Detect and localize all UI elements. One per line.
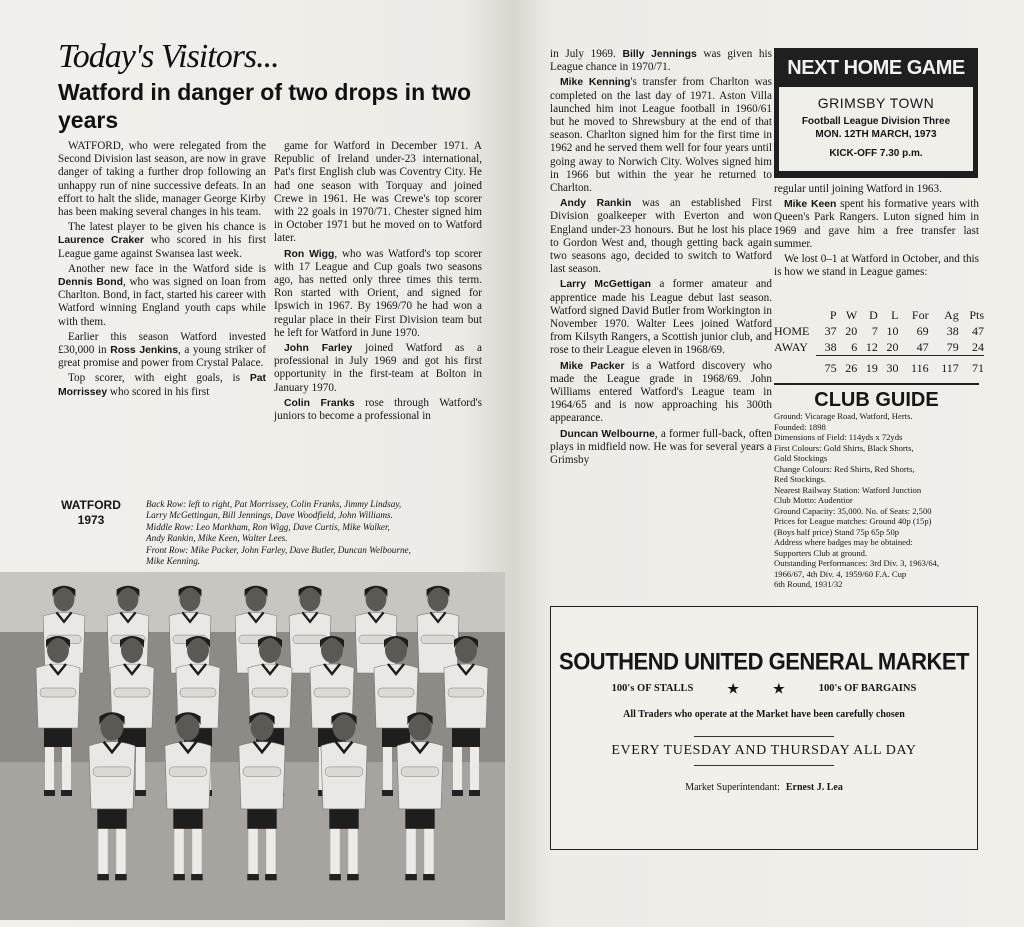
article-headline: Watford in danger of two drops in two years — [58, 79, 472, 133]
team-photo-illustration — [0, 572, 505, 920]
club-guide-list — [774, 411, 979, 590]
article-paragraph: John Farley joined Watford as a professional in July 1969 and got his first opportunity in the first-team at Bolton in January 1970. — [274, 342, 483, 394]
caption-line: Middle Row: Leo Markham, Ron Wigg, Dave Curtis, Mike Walker, — [146, 521, 390, 532]
article-paragraph: WATFORD, who were relegated from the Second Division last season, are now in grave danger of taking a further drop following an unhappy run of nine successive defeats. In an effort to halt the slide, manager George Kirby has been making several changes in his team. — [58, 140, 266, 219]
club-guide-item: Club Motto: Audentior — [774, 495, 853, 505]
caption-line: Andy Rankin, Mike Keen, Walter Lees. — [146, 533, 288, 544]
standings-cell: 19 — [857, 356, 878, 377]
standings-header-cell: Ag — [944, 308, 959, 322]
standings-cell: 71 — [959, 356, 984, 377]
standings-cell: 20 — [845, 324, 858, 338]
article-paragraph: Mike Packer is a Watford discovery who made the League grade in 1968/69. John Williams entered Watford's League team in 1964/65 and is now approaching his 300th appearance. — [550, 359, 772, 425]
article-column-2 — [274, 140, 482, 425]
article-paragraph: Another new face in the Watford side is Dennis Bond, who was signed on loan from Charlton. Bond, in fact, started his career with Watford winning England youth caps while with them. — [58, 262, 267, 328]
article-column-1 — [58, 140, 266, 401]
article-paragraph: Ron Wigg, who was Watford's top scorer with 17 League and Cup goals two seasons ago, has netted only three times this term. Ron started with Orient, and signed for Ipswich in 1967. By 1969/70 he had won a regular place in their First Division team but he left for Watford in June 1970. — [274, 247, 482, 339]
advert-days: EVERY TUESDAY AND THURSDAY ALL DAY — [611, 743, 917, 758]
standings-cell: 47 — [972, 324, 984, 338]
player-name: Colin Franks — [284, 397, 355, 409]
caption-line: Mike Kenning. — [146, 556, 201, 567]
advert-divider — [694, 736, 834, 737]
standings-row-home — [774, 323, 984, 339]
club-guide-item: Dimensions of Field: 114yds x 72yds — [774, 432, 903, 442]
standings-cell: 79 — [946, 340, 959, 354]
article-paragraph: Duncan Welbourne, a former full-back, often plays in midfield now. He was for several years a Grimsby — [550, 427, 772, 467]
article-paragraph: in July 1969. Billy Jennings was given his League chance in 1970/71. — [550, 48, 772, 74]
standings-cell: 38 — [824, 340, 837, 354]
standings-cell: 116 — [898, 356, 928, 377]
league-standings — [774, 307, 984, 376]
standings-cell — [774, 356, 816, 377]
advert-tagline — [551, 683, 977, 695]
standings-cell: 26 — [837, 356, 858, 377]
article-paragraph: Mike Keen spent his formative years with Queen's Park Rangers. Luton signed him in 1969 and gave him a free transfer last summer. — [774, 198, 979, 250]
article-column-4 — [774, 183, 979, 281]
competition: Football League Division Three — [801, 116, 951, 127]
right-page — [512, 0, 1024, 927]
advert-title: SOUTHEND UNITED GENERAL MARKET — [559, 647, 969, 676]
club-guide-item: Supporters Club at ground. — [774, 547, 868, 558]
standings-header-row — [774, 307, 984, 323]
standings-cell: 117 — [929, 356, 959, 377]
club-guide-item: Ground: Vicarage Road, Watford, Herts. — [774, 411, 913, 421]
player-name: Andy Rankin — [560, 198, 632, 210]
article-column-3 — [550, 48, 772, 469]
next-home-game-details — [779, 87, 973, 171]
standings-header-cell — [774, 307, 816, 323]
club-guide-item: 1966/67, 4th Div. 4, 1959/60 F.A. Cup — [774, 568, 907, 579]
caption-line: Back Row: left to right, Pat Morrissey, Colin Franks, Jimmy Lindsay, — [146, 499, 402, 509]
team-label-club: WATFORD — [61, 498, 121, 512]
article-paragraph: Andy Rankin was an established First Division goalkeeper with Everton and won England under-23 honours. But he lost his place to Gordon West and, though getting back again two seasons ago, decided to switch to Watford last season. — [550, 197, 772, 276]
article-paragraph: The latest player to be given his chance is Laurence Craker who scored in his first League game against Swansea last week. — [58, 221, 267, 260]
article-paragraph: Larry McGettigan a former amateur and apprentice made his League debut last season. Watford signed David Butler from Workington in November 1970. Walter Lees joined Watford from Kilsyth Rangers, a Scottish junior club, and rose to their League eleven in 1968/69. — [550, 278, 772, 357]
team-photo — [0, 572, 505, 920]
player-name: Pat Morrissey — [58, 373, 266, 398]
club-guide-item: (Boys half price) Stand 75p 65p 50p — [774, 526, 900, 537]
club-guide-item: Prices for League matches: Ground 40p (15p) — [774, 516, 932, 526]
player-name: Duncan Welbourne — [560, 428, 655, 440]
club-guide-item: Change Colours: Red Shirts, Red Shorts, — [774, 463, 915, 474]
standings-cell: 69 — [916, 324, 929, 338]
market-advert — [550, 606, 978, 850]
next-home-game-box — [774, 48, 978, 178]
advert-divider — [694, 765, 834, 766]
kickoff-time: KICK-OFF 7.30 p.m. — [829, 148, 923, 159]
player-name: Mike Kenning — [560, 77, 631, 89]
star-icon: ★ — [773, 681, 785, 696]
article-paragraph: game for Watford in December 1971. A Republic of Ireland under-23 international, Pat's first English club was Coventry City. He had one season with Torquay and joined Crewe in 1961. He was Crewe's top scorer with 22 goals in 1970/71. Chester signed him in October 1971 but he moved on to Watford later. — [274, 140, 482, 245]
standings-cell: 24 — [972, 340, 984, 354]
standings-cell: 47 — [916, 340, 929, 354]
standings-cell: 6 — [851, 340, 858, 354]
standings-header-cell: W — [845, 308, 858, 322]
article-paragraph: Colin Franks rose through Watford's juniors to become a professional in — [274, 396, 482, 423]
standings-row-away — [774, 339, 984, 356]
advert-traders-note: All Traders who operate at the Market have been carefully chosen — [623, 709, 905, 720]
superintendent-label: Market Superintendant: — [685, 782, 780, 793]
club-guide-item: Gold Stockings — [774, 453, 828, 463]
standings-table — [774, 307, 984, 376]
standings-cell: 20 — [886, 340, 899, 354]
team-label-year: 1973 — [77, 513, 105, 527]
player-name: Dennis Bond — [58, 277, 123, 289]
next-opponent: GRIMSBY TOWN — [817, 95, 935, 111]
club-guide-item: Red Stockings. — [774, 474, 827, 484]
photo-caption — [146, 499, 486, 567]
advert-left-tag: 100's OF STALLS — [611, 683, 694, 694]
player-name: Mike Keen — [784, 199, 837, 211]
club-guide-item: First Colours: Gold Shirts, Black Shorts, — [774, 442, 914, 453]
article-paragraph: Top scorer, with eight goals, is Pat Morrissey who scored in his first — [58, 372, 266, 398]
standings-cell: HOME — [774, 324, 810, 338]
player-name: John Farley — [284, 343, 353, 355]
standings-header-cell: Pts — [969, 308, 984, 322]
standings-cell: 10 — [886, 324, 899, 338]
player-name: Ross Jenkins — [110, 345, 179, 357]
standings-cell: 38 — [946, 324, 959, 338]
superintendent-name: Ernest J. Lea — [785, 782, 843, 793]
advert-right-tag: 100's OF BARGAINS — [818, 683, 917, 694]
article-paragraph: We lost 0–1 at Watford in October, and this is how we stand in League games: — [774, 253, 979, 279]
standings-cell: 75 — [816, 356, 837, 377]
caption-line: Larry McGettingan, Bill Jennings, Dave Woodfield, John Williams. — [146, 510, 393, 521]
club-guide-item: Address where badges may be obtained: — [774, 537, 913, 547]
caption-line: Front Row: Mike Packer, John Farley, Dave Butler, Duncan Welbourne, — [146, 544, 411, 555]
standings-header-cell: P — [829, 308, 837, 322]
player-name: Laurence Craker — [58, 235, 144, 247]
standings-cell: 37 — [824, 324, 837, 338]
standings-header-cell: L — [891, 308, 899, 322]
player-name: Billy Jennings — [622, 49, 697, 60]
player-name: Mike Packer — [560, 360, 625, 372]
club-guide-item: Ground Capacity: 35,000. No. of Seats: 2,500 — [774, 505, 932, 516]
standings-cell: AWAY — [774, 340, 808, 355]
next-home-game-title: NEXT HOME GAME — [787, 57, 965, 79]
standings-cell: 7 — [871, 324, 878, 338]
club-guide-title: CLUB GUIDE — [774, 383, 979, 412]
standings-cell: 12 — [865, 340, 878, 354]
standings-header-cell: For — [911, 308, 929, 322]
standings-row-total — [774, 356, 984, 377]
club-guide-item: Outstanding Performances: 3rd Div. 3, 1963/64, — [774, 558, 940, 568]
standings-header-cell: D — [869, 308, 878, 322]
club-guide-item: Founded: 1898 — [774, 421, 826, 432]
star-icon: ★ — [727, 681, 740, 696]
player-name: Ron Wigg — [284, 248, 335, 260]
club-guide-item: 6th Round, 1931/32 — [774, 579, 843, 589]
standings-cell: 30 — [878, 356, 899, 377]
article-paragraph: regular until joining Watford in 1963. — [774, 183, 942, 195]
team-label — [58, 498, 124, 528]
advert-superintendent — [551, 782, 977, 793]
club-guide-item: Nearest Railway Station: Watford Junction — [774, 484, 922, 495]
article-paragraph: Mike Kenning's transfer from Charlton was completed on the last day of 1971. Aston Villa launched him inot League football in 1960/61 but he moved to Shrewsbury at the end of that season. Charlton signed him for the first time in 1962 and he served them well for four years until going away to Norwich City. Wolves signed him in 1966 but within the year he returned to Charlton. — [550, 76, 772, 195]
player-name: Larry McGettigan — [560, 279, 652, 291]
section-kicker: Today's Visitors... — [58, 38, 279, 75]
match-date: MON. 12TH MARCH, 1973 — [815, 129, 937, 140]
article-paragraph: Earlier this season Watford invested £30,000 in Ross Jenkins, a young striker of great promise and power from Crystal Palace. — [58, 330, 266, 370]
